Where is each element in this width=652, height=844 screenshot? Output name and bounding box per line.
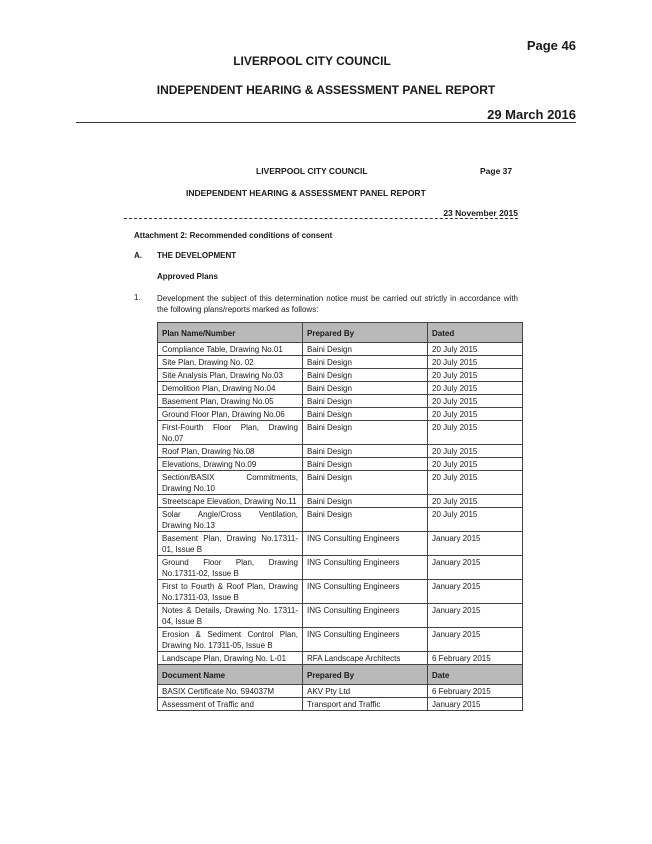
table-row [158, 382, 523, 395]
cell-name: Basement Plan, Drawing No.17311-01, Issue B [158, 532, 303, 556]
cell-date: 20 July 2015 [428, 445, 523, 458]
cell-prepared-by: AKV Pty Ltd [303, 685, 428, 698]
condition-number: 1. [134, 293, 141, 302]
table-row [158, 495, 523, 508]
cell-date: 20 July 2015 [428, 382, 523, 395]
header-dated: Dated [428, 323, 523, 343]
approved-plans-table [157, 322, 523, 711]
table-row [158, 556, 523, 580]
header-document-name: Document Name [158, 665, 303, 685]
header-prepared-by: Prepared By [303, 323, 428, 343]
cell-date: 20 July 2015 [428, 471, 523, 495]
outer-page-number: Page 46 [526, 38, 576, 53]
document-header-row [158, 665, 523, 685]
cell-name: Streetscape Elevation, Drawing No.11 [158, 495, 303, 508]
cell-name: First to Fourth & Roof Plan, Drawing No.17311-03, Issue B [158, 580, 303, 604]
table-row [158, 604, 523, 628]
cell-prepared-by: Baini Design [303, 343, 428, 356]
plan-rows [158, 343, 523, 665]
header-plan-name: Plan Name/Number [158, 323, 303, 343]
cell-name: Site Plan, Drawing No. 02 [158, 356, 303, 369]
table-row [158, 652, 523, 665]
cell-name: BASIX Certificate No. 594037M [158, 685, 303, 698]
cell-prepared-by: ING Consulting Engineers [303, 580, 428, 604]
section-title: THE DEVELOPMENT [157, 251, 237, 260]
cell-date: 20 July 2015 [428, 408, 523, 421]
cell-date: January 2015 [428, 556, 523, 580]
inner-header-rule [124, 218, 518, 219]
cell-name: Compliance Table, Drawing No.01 [158, 343, 303, 356]
table-row [158, 628, 523, 652]
cell-name: Landscape Plan, Drawing No. L-01 [158, 652, 303, 665]
cell-prepared-by: Baini Design [303, 369, 428, 382]
document-rows [158, 685, 523, 711]
document-row [158, 685, 523, 698]
cell-prepared-by: ING Consulting Engineers [303, 604, 428, 628]
cell-prepared-by: Baini Design [303, 495, 428, 508]
cell-name: Ground Floor Plan, Drawing No.06 [158, 408, 303, 421]
table-row [158, 408, 523, 421]
cell-name: Site Analysis Plan, Drawing No.03 [158, 369, 303, 382]
outer-report-title: INDEPENDENT HEARING & ASSESSMENT PANEL REPORT [156, 83, 496, 97]
cell-date: January 2015 [428, 604, 523, 628]
cell-date: 6 February 2015 [428, 652, 523, 665]
cell-prepared-by: Transport and Traffic [303, 698, 428, 711]
cell-prepared-by: Baini Design [303, 382, 428, 395]
cell-date: 20 July 2015 [428, 421, 523, 445]
table-row [158, 369, 523, 382]
outer-council-name: LIVERPOOL CITY COUNCIL [233, 54, 391, 68]
cell-prepared-by: Baini Design [303, 471, 428, 495]
cell-prepared-by: ING Consulting Engineers [303, 556, 428, 580]
inner-report-title: INDEPENDENT HEARING & ASSESSMENT PANEL REPORT [186, 188, 426, 198]
approved-plans-heading: Approved Plans [157, 272, 218, 281]
header-document-date: Date [428, 665, 523, 685]
inner-report-date: 23 November 2015 [443, 208, 518, 218]
cell-name: Roof Plan, Drawing No.08 [158, 445, 303, 458]
cell-prepared-by: Baini Design [303, 356, 428, 369]
header-document-prepared-by: Prepared By [303, 665, 428, 685]
cell-prepared-by: Baini Design [303, 421, 428, 445]
cell-date: 20 July 2015 [428, 458, 523, 471]
cell-date: 6 February 2015 [428, 685, 523, 698]
cell-name: First-Fourth Floor Plan, Drawing No.07 [158, 421, 303, 445]
table-row [158, 471, 523, 495]
cell-date: 20 July 2015 [428, 508, 523, 532]
cell-prepared-by: Baini Design [303, 408, 428, 421]
condition-text: Development the subject of this determination notice must be carried out strictly in accordance with the following plans/reports marked as follows: [157, 294, 518, 314]
cell-name: Section/BASIX Commitments, Drawing No.10 [158, 471, 303, 495]
inner-council-name: LIVERPOOL CITY COUNCIL [256, 166, 368, 176]
cell-date: January 2015 [428, 580, 523, 604]
document-row [158, 698, 523, 711]
cell-date: 20 July 2015 [428, 395, 523, 408]
cell-date: 20 July 2015 [428, 369, 523, 382]
cell-prepared-by: Baini Design [303, 445, 428, 458]
cell-name: Elevations, Drawing No.09 [158, 458, 303, 471]
cell-prepared-by: Baini Design [303, 508, 428, 532]
cell-date: 20 July 2015 [428, 343, 523, 356]
table-row [158, 421, 523, 445]
table-row [158, 532, 523, 556]
table-row [158, 580, 523, 604]
cell-date: January 2015 [428, 698, 523, 711]
table-row [158, 343, 523, 356]
cell-prepared-by: ING Consulting Engineers [303, 628, 428, 652]
cell-date: 20 July 2015 [428, 356, 523, 369]
cell-name: Basement Plan, Drawing No.05 [158, 395, 303, 408]
cell-name: Ground Floor Plan, Drawing No.17311-02, Issue B [158, 556, 303, 580]
cell-prepared-by: Baini Design [303, 395, 428, 408]
table-row [158, 458, 523, 471]
outer-report-date: 29 March 2016 [487, 107, 576, 122]
cell-date: January 2015 [428, 532, 523, 556]
outer-header-rule [76, 122, 576, 123]
attachment-title: Attachment 2: Recommended conditions of consent [134, 231, 333, 240]
table-row [158, 395, 523, 408]
cell-name: Notes & Details, Drawing No. 17311-04, Issue B [158, 604, 303, 628]
cell-prepared-by: Baini Design [303, 458, 428, 471]
cell-name: Assessment of Traffic and [158, 698, 303, 711]
cell-name: Erosion & Sediment Control Plan, Drawing No. 17311-05, Issue B [158, 628, 303, 652]
cell-date: January 2015 [428, 628, 523, 652]
cell-date: 20 July 2015 [428, 495, 523, 508]
table-header-row [158, 323, 523, 343]
table-row [158, 356, 523, 369]
section-letter: A. [134, 251, 142, 260]
cell-name: Demolition Plan, Drawing No.04 [158, 382, 303, 395]
cell-prepared-by: ING Consulting Engineers [303, 532, 428, 556]
inner-page-number: Page 37 [480, 166, 513, 176]
cell-name: Solar Angle/Cross Ventilation, Drawing No.13 [158, 508, 303, 532]
table-row [158, 508, 523, 532]
cell-prepared-by: RFA Landscape Architects [303, 652, 428, 665]
table-row [158, 445, 523, 458]
